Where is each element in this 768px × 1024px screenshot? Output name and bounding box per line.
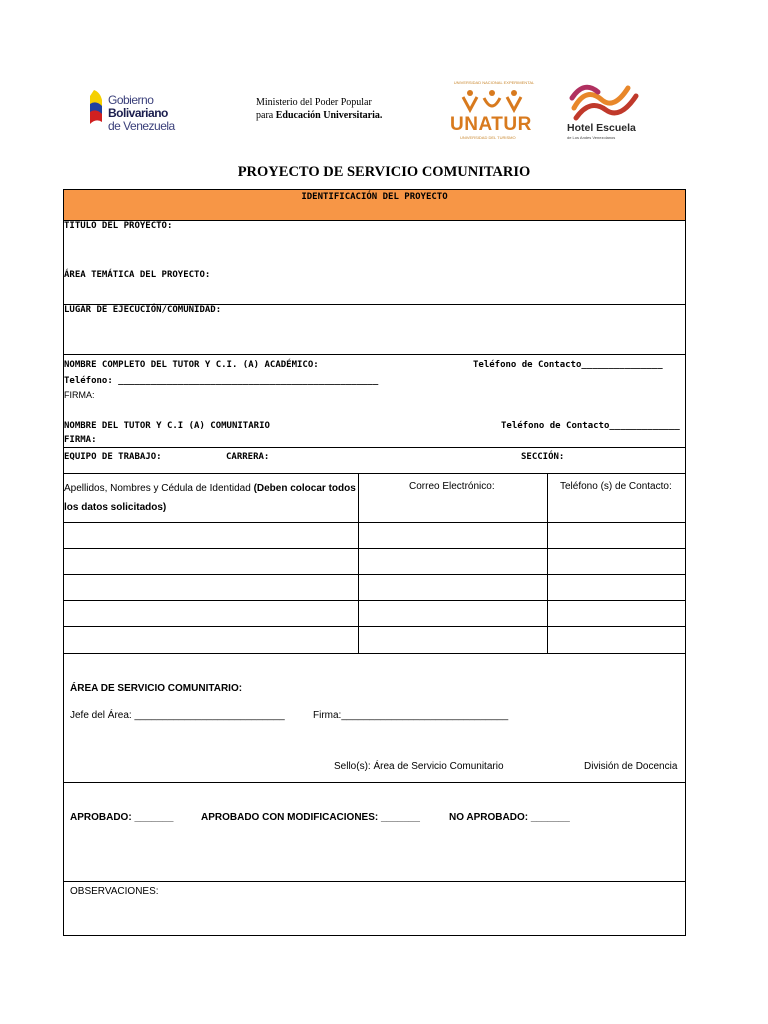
area-tematica-label: ÁREA TEMÁTICA DEL PROYECTO: [64,270,211,280]
hotel-wordmark: Hotel Escuela [567,122,636,134]
unatur-top-text: UNIVERSIDAD NACIONAL EXPERIMENTAL [453,80,535,85]
table-column-divider [358,473,359,653]
observaciones-label: OBSERVACIONES: [70,886,159,897]
divider [63,548,686,549]
venezuela-flag-icon [86,88,108,128]
divider [63,473,686,474]
jefe-area-field: Jefe del Área: ___________________________ [70,710,285,721]
ministerio-line2: para Educación Universitaria. [256,110,383,121]
tutor-comunitario-label: NOMBRE DEL TUTOR Y C.I (A) COMUNITARIO [64,421,270,431]
unatur-subtitle: UNIVERSIDAD DEL TURISMO [460,135,516,140]
titulo-label: TITULO DEL PROYECTO: [64,221,173,231]
aprobado-field: APROBADO: _______ [70,812,174,823]
aprobado-modificaciones-field: APROBADO CON MODIFICACIONES: _______ [201,812,420,823]
divider [63,600,686,601]
page-title: PROYECTO DE SERVICIO COMUNITARIO [237,164,531,180]
table-header-correo: Correo Electrónico: [409,481,495,492]
divider [63,782,686,783]
divider [63,447,686,448]
divider [63,522,686,523]
division-docencia-label: División de Docencia [584,761,678,772]
divider [63,354,686,355]
telefono-contacto-academico: Teléfono de Contacto_______________ [473,360,663,370]
hotel-subtitle: de Los Andes Venezolanos [567,135,616,140]
gobierno-line1: Gobierno Bolivariano [108,93,168,120]
firma-comunitario-label: FIRMA: [64,435,97,445]
ministerio-text [256,96,382,122]
unatur-logo [446,80,542,142]
unatur-figures-icon [460,88,524,114]
area-servicio-label: ÁREA DE SERVICIO COMUNITARIO: [70,683,243,694]
divider [63,881,686,882]
form-header-title: IDENTIFICACIÓN DEL PROYECTO [301,192,448,202]
firma-field: Firma:______________________________ [313,710,509,721]
equipo-trabajo-label: EQUIPO DE TRABAJO: [64,452,162,462]
telefono-contacto-comunitario: Teléfono de Contacto_____________ [501,421,680,431]
seccion-label: SECCIÓN: [521,452,565,462]
tutor-academico-label: NOMBRE COMPLETO DEL TUTOR Y C.I. (A) ACADÉMICO: [64,360,319,370]
project-form [63,189,686,936]
gobierno-line2: de Venezuela [108,119,175,133]
divider [63,653,686,654]
divider [63,574,686,575]
hotel-escuela-logo [564,78,648,144]
table-header-telefono: Teléfono (s) de Contacto: [560,481,672,492]
sellos-label: Sello(s): Área de Servicio Comunitario [334,761,504,772]
carrera-label: CARRERA: [226,452,270,462]
unatur-wordmark: UNATUR [450,114,532,135]
ministerio-line1: Ministerio del Poder Popular [256,97,372,108]
no-aprobado-field: NO APROBADO: _______ [449,812,570,823]
telefono-academico-line: Teléfono: ________________________________________________ [64,376,379,386]
lugar-label: LUGAR DE EJECUCIÓN/COMUNIDAD: [64,305,222,315]
table-header-nombres: Apellidos, Nombres y Cédula de Identidad (Deben colocar todos los datos solicitados) [64,483,356,513]
divider [63,626,686,627]
firma-academico-label: FIRMA: [64,390,95,400]
hotel-swirl-icon [568,78,642,122]
table-column-divider [547,473,548,653]
gobierno-bolivariano-logo [86,88,196,132]
